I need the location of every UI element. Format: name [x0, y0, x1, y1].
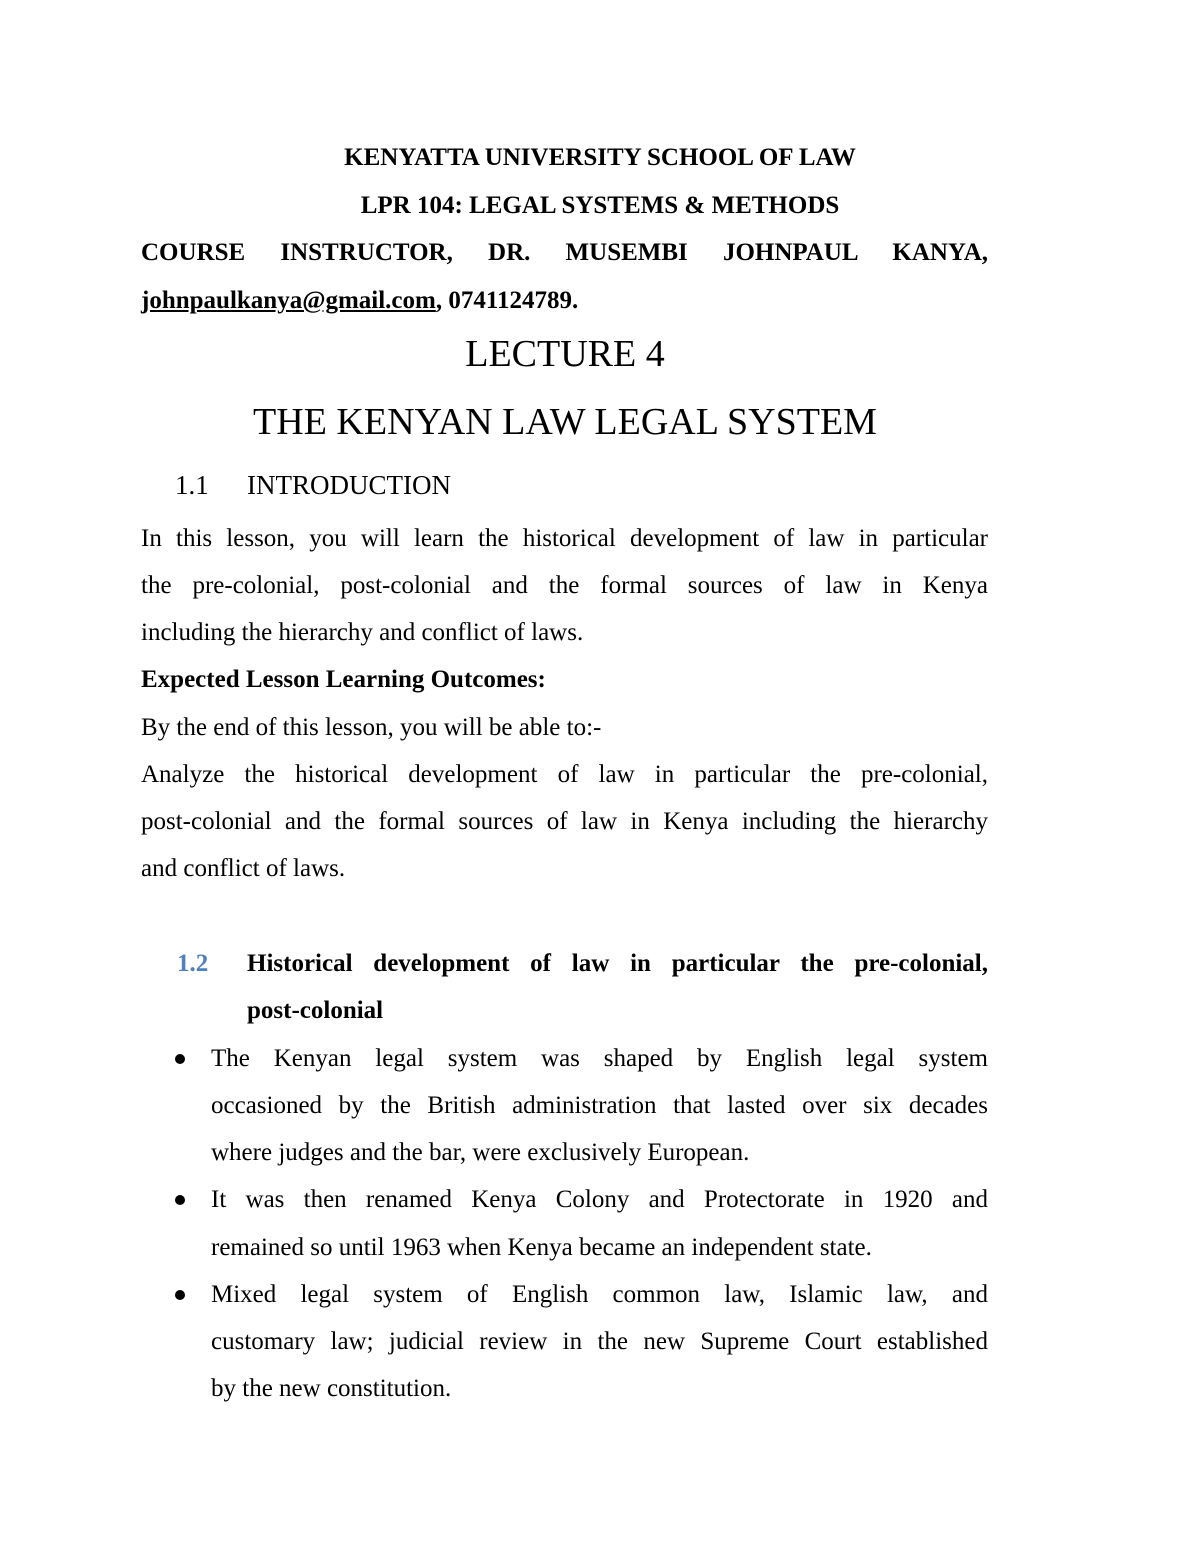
- phone-number: , 0741124789.: [435, 287, 579, 314]
- bullet-text-line: by the new constitution.: [211, 1375, 452, 1402]
- lecture-title: THE KENYAN LAW LEGAL SYSTEM: [253, 401, 877, 443]
- email-link[interactable]: johnpaulkanya@gmail.com: [141, 287, 436, 314]
- section-title-line: post-colonial: [247, 997, 384, 1024]
- bullet-text-line: customary law; judicial review in the new Supreme Court established: [211, 1328, 988, 1355]
- bullet-text-line: occasioned by the British administration that lasted over six decades: [211, 1092, 988, 1119]
- bullet-text-line: where judges and the bar, were exclusively European.: [211, 1139, 750, 1166]
- intro-paragraph-line: including the hierarchy and conflict of laws.: [141, 619, 584, 646]
- outcomes-heading: Expected Lesson Learning Outcomes:: [141, 666, 546, 693]
- bullet-text-line: It was then renamed Kenya Colony and Protectorate in 1920 and: [211, 1186, 988, 1213]
- section-title: INTRODUCTION: [247, 470, 451, 500]
- bullet-dot: [175, 1195, 185, 1205]
- outcomes-paragraph-line: post-colonial and the formal sources of law in Kenya including the hierarchy: [141, 808, 988, 835]
- section-number: 1.2: [177, 950, 209, 977]
- contact-line: [141, 286, 578, 316]
- bullet-text-line: remained so until 1963 when Kenya became an independent state.: [211, 1234, 872, 1261]
- section-number: 1.1: [175, 470, 209, 500]
- section-title-line: Historical development of law in particular the pre-colonial,: [247, 950, 988, 977]
- bullet-text-line: The Kenyan legal system was shaped by English legal system: [211, 1045, 988, 1072]
- outcomes-paragraph-line: Analyze the historical development of law in particular the pre-colonial,: [141, 761, 988, 788]
- course-heading: LPR 104: LEGAL SYSTEMS & METHODS: [360, 192, 840, 219]
- instructor-line: COURSE INSTRUCTOR, DR. MUSEMBI JOHNPAUL KANYA,: [141, 239, 988, 266]
- intro-paragraph-line: In this lesson, you will learn the historical development of law in particular: [141, 525, 988, 552]
- university-heading: KENYATTA UNIVERSITY SCHOOL OF LAW: [344, 144, 856, 171]
- bullet-dot: [175, 1290, 185, 1300]
- outcomes-paragraph-line: and conflict of laws.: [141, 855, 346, 882]
- bullet-text-line: Mixed legal system of English common law, Islamic law, and: [211, 1281, 988, 1308]
- bullet-dot: [175, 1054, 185, 1064]
- lecture-number: LECTURE 4: [465, 333, 665, 375]
- intro-paragraph-line: the pre-colonial, post-colonial and the formal sources of law in Kenya: [141, 572, 988, 599]
- outcomes-intro: By the end of this lesson, you will be able to:-: [141, 714, 602, 741]
